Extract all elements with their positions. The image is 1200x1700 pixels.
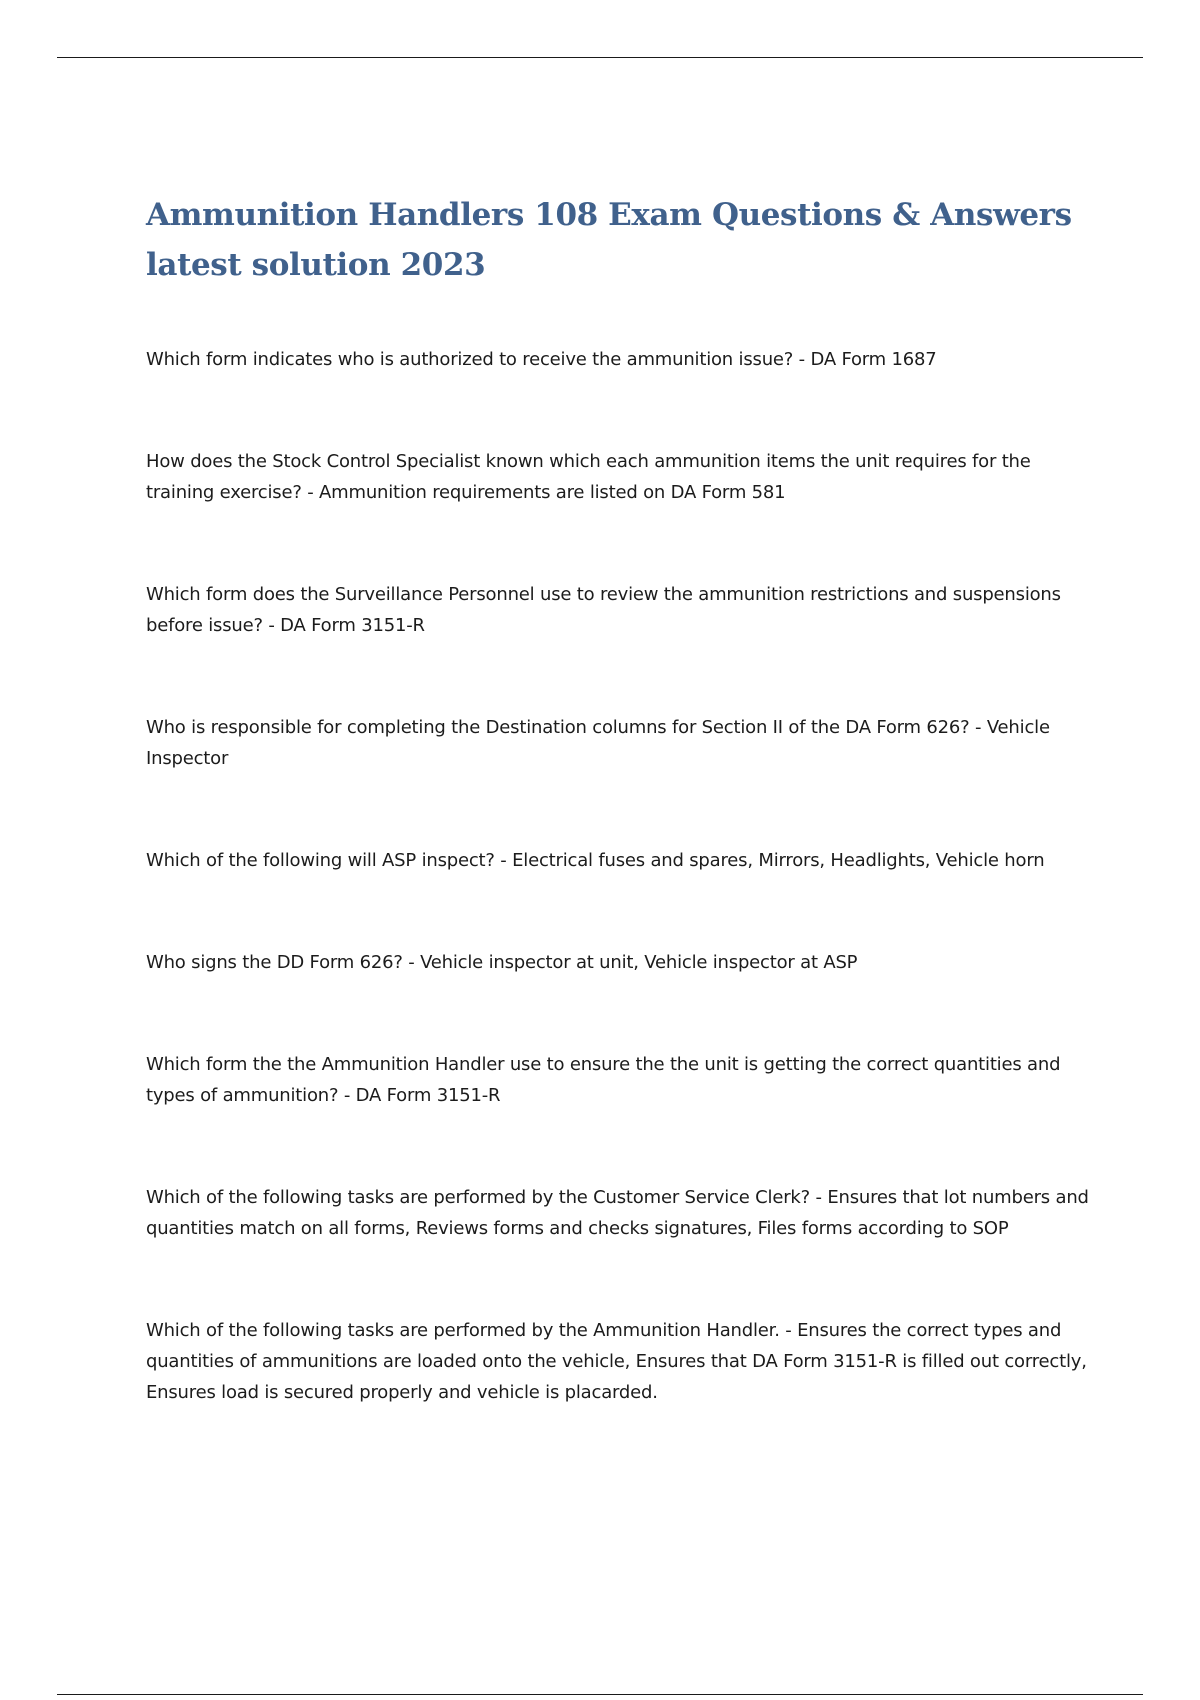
qa-item: Which form the the Ammunition Handler use to ensure the the unit is getting the correct quantities and types of ammunition? - DA Form 3151-R [146, 1054, 1061, 1106]
qa-item: Which of the following will ASP inspect? - Electrical fuses and spares, Mirrors, Headlights, Vehicle horn [146, 850, 1045, 871]
qa-list [146, 344, 1091, 1408]
qa-item: Which form indicates who is authorized to receive the ammunition issue? - DA Form 1687 [146, 349, 937, 370]
qa-item: Which of the following tasks are performed by the Ammunition Handler. - Ensures the correct types and quantities of ammunitions are loaded onto the vehicle, Ensures that DA Form 3151-R is filled out correctly, Ensures load is secured properly and vehicle is placarded. [146, 1320, 1087, 1403]
qa-item: Which form does the Surveillance Personnel use to review the ammunition restrictions and suspensions before issue? - DA Form 3151-R [146, 584, 1061, 636]
qa-item: Which of the following tasks are performed by the Customer Service Clerk? - Ensures that lot numbers and quantities match on all forms, Reviews forms and checks signatures, Files forms according to SOP [146, 1187, 1089, 1239]
qa-item: Who signs the DD Form 626? - Vehicle inspector at unit, Vehicle inspector at ASP [146, 952, 858, 973]
qa-item: How does the Stock Control Specialist known which each ammunition items the unit requires for the training exercise? - Ammunition requirements are listed on DA Form 581 [146, 451, 1031, 503]
document-title: Ammunition Handlers 108 Exam Questions & Answers latest solution 2023 [146, 197, 1072, 283]
page-content [146, 190, 1091, 1479]
header-rule [57, 57, 1143, 58]
footer-rule [57, 1694, 1143, 1695]
qa-item: Who is responsible for completing the Destination columns for Section II of the DA Form 626? - Vehicle Inspector [146, 717, 1050, 769]
